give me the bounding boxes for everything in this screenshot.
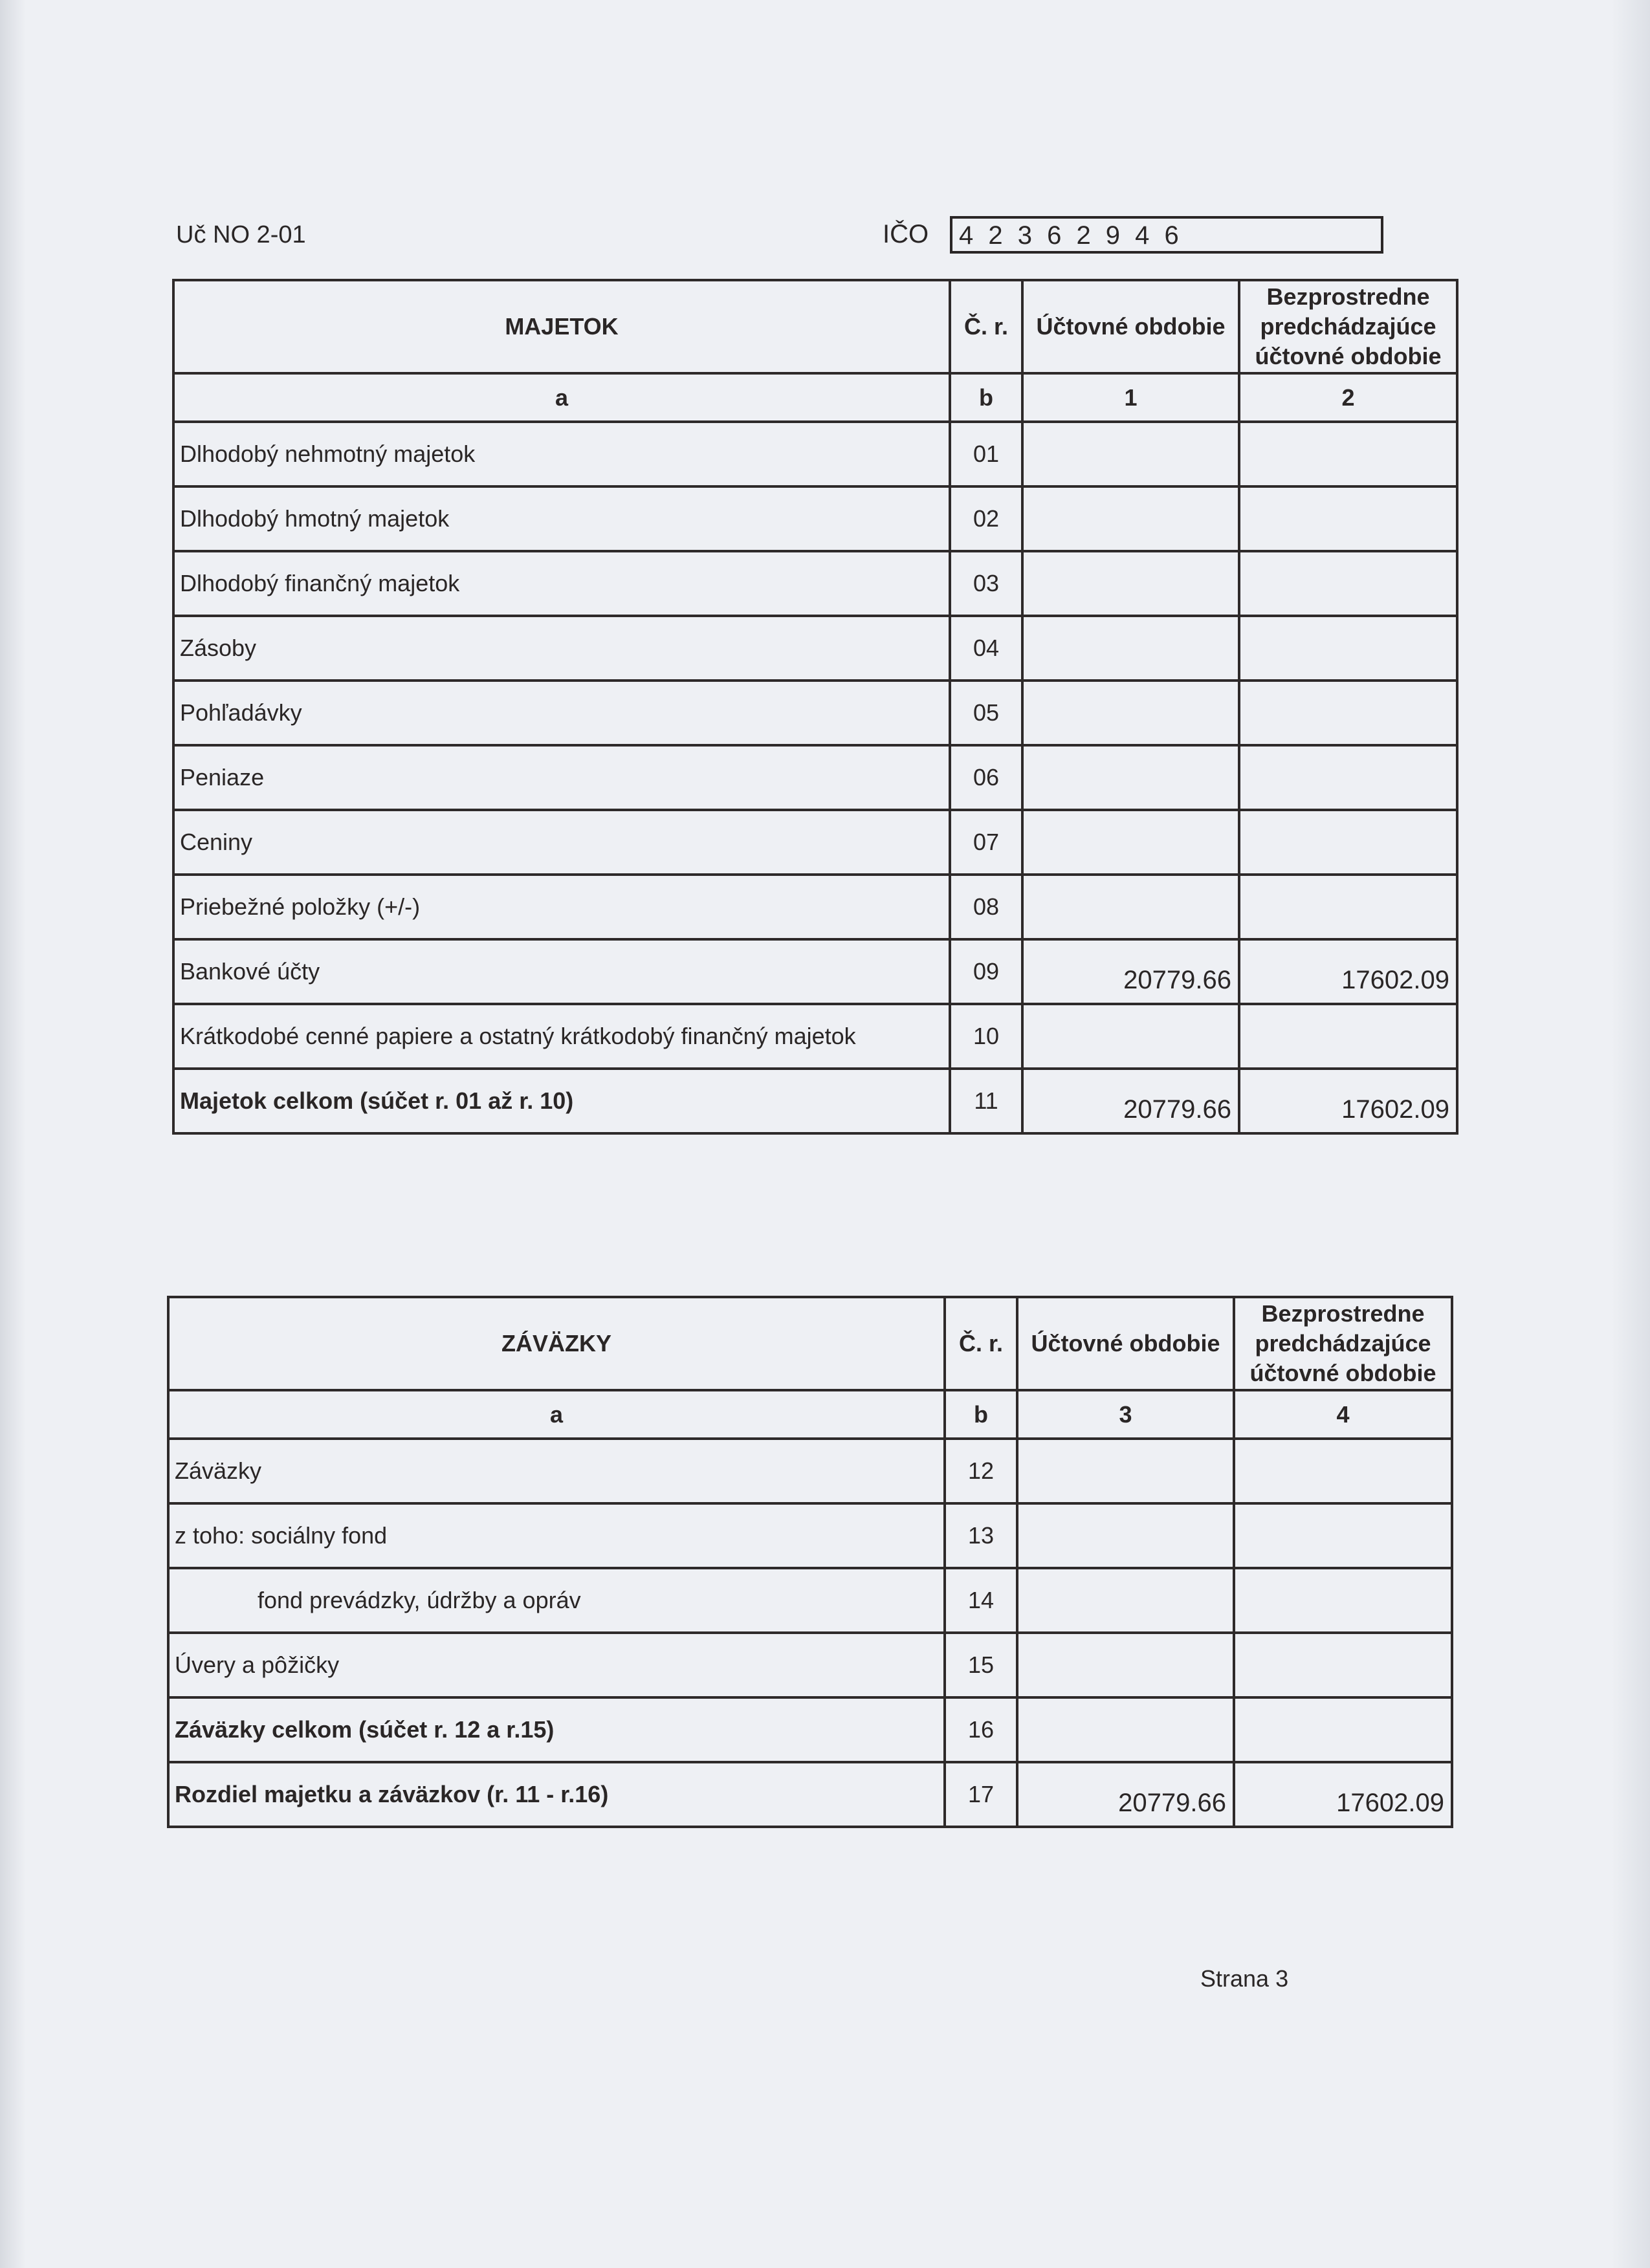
row-label: fond prevádzky, údržby a opráv [168, 1568, 945, 1633]
assets-sub-a: a [173, 373, 950, 422]
assets-header-row [173, 280, 1457, 373]
row-previous-value: 17602.09 [1239, 939, 1457, 1004]
row-previous-value [1239, 1004, 1457, 1069]
row-number: 13 [945, 1503, 1017, 1568]
row-previous-value [1239, 810, 1457, 875]
row-number: 09 [950, 939, 1022, 1004]
liabilities-subheader-row [168, 1390, 1452, 1439]
table-row [168, 1633, 1452, 1697]
row-number: 16 [945, 1697, 1017, 1762]
liabilities-sub-a: a [168, 1390, 945, 1439]
table-row [173, 616, 1457, 681]
row-label: Zásoby [173, 616, 950, 681]
row-number: 01 [950, 422, 1022, 486]
row-current-value [1017, 1568, 1234, 1633]
assets-sub-b: b [950, 373, 1022, 422]
ico-label: IČO [883, 220, 929, 248]
row-number: 04 [950, 616, 1022, 681]
row-current-value: 20779.66 [1022, 1069, 1239, 1133]
row-number: 10 [950, 1004, 1022, 1069]
table-row-total [173, 1069, 1457, 1133]
row-label: Majetok celkom (súčet r. 01 až r. 10) [173, 1069, 950, 1133]
row-label: Dlhodobý hmotný majetok [173, 486, 950, 551]
row-label: Pohľadávky [173, 681, 950, 745]
row-number: 03 [950, 551, 1022, 616]
table-row [173, 551, 1457, 616]
row-previous-value [1234, 1633, 1452, 1697]
table-row [173, 1004, 1457, 1069]
liabilities-table [167, 1296, 1453, 1828]
row-current-value [1022, 875, 1239, 939]
row-current-value [1022, 810, 1239, 875]
row-current-value [1022, 551, 1239, 616]
row-previous-value [1239, 422, 1457, 486]
row-current-value [1017, 1633, 1234, 1697]
liabilities-col-row-number: Č. r. [945, 1297, 1017, 1390]
table-row [173, 939, 1457, 1004]
row-current-value [1017, 1503, 1234, 1568]
row-previous-value [1239, 681, 1457, 745]
assets-sub-2: 2 [1239, 373, 1457, 422]
row-previous-value [1239, 616, 1457, 681]
row-label: Priebežné položky (+/-) [173, 875, 950, 939]
row-label: Ceniny [173, 810, 950, 875]
row-current-value: 20779.66 [1017, 1762, 1234, 1827]
row-label: Úvery a pôžičky [168, 1633, 945, 1697]
row-current-value [1022, 1004, 1239, 1069]
table-row [168, 1568, 1452, 1633]
table-row [168, 1503, 1452, 1568]
assets-col-current: Účtovné obdobie [1022, 280, 1239, 373]
row-number: 11 [950, 1069, 1022, 1133]
row-current-value [1022, 422, 1239, 486]
row-previous-value [1234, 1697, 1452, 1762]
row-previous-value [1234, 1568, 1452, 1633]
row-label: Rozdiel majetku a záväzkov (r. 11 - r.16) [168, 1762, 945, 1827]
row-previous-value [1234, 1439, 1452, 1503]
table-row [173, 422, 1457, 486]
row-previous-value [1239, 745, 1457, 810]
table-row [173, 745, 1457, 810]
row-number: 12 [945, 1439, 1017, 1503]
row-label: Krátkodobé cenné papiere a ostatný krátkodobý finančný majetok [173, 1004, 950, 1069]
row-current-value [1022, 745, 1239, 810]
row-number: 07 [950, 810, 1022, 875]
assets-table [172, 279, 1458, 1135]
row-label: Bankové účty [173, 939, 950, 1004]
row-number: 14 [945, 1568, 1017, 1633]
row-label: Záväzky celkom (súčet r. 12 a r.15) [168, 1697, 945, 1762]
liabilities-col-current: Účtovné obdobie [1017, 1297, 1234, 1390]
row-label: Dlhodobý nehmotný majetok [173, 422, 950, 486]
row-previous-value [1239, 486, 1457, 551]
row-current-value [1022, 616, 1239, 681]
row-label: Peniaze [173, 745, 950, 810]
assets-title: MAJETOK [173, 280, 950, 373]
row-current-value [1022, 486, 1239, 551]
liabilities-sub-4: 4 [1234, 1390, 1452, 1439]
liabilities-title: ZÁVÄZKY [168, 1297, 945, 1390]
row-current-value [1022, 681, 1239, 745]
liabilities-header-row [168, 1297, 1452, 1390]
row-previous-value [1234, 1503, 1452, 1568]
table-row-difference [168, 1762, 1452, 1827]
row-number: 15 [945, 1633, 1017, 1697]
table-row [173, 681, 1457, 745]
row-label: z toho: sociálny fond [168, 1503, 945, 1568]
row-previous-value [1239, 875, 1457, 939]
table-row [173, 486, 1457, 551]
row-number: 17 [945, 1762, 1017, 1827]
table-row-total [168, 1697, 1452, 1762]
row-current-value [1017, 1697, 1234, 1762]
assets-sub-1: 1 [1022, 373, 1239, 422]
row-number: 05 [950, 681, 1022, 745]
page-number: Strana 3 [1200, 1965, 1289, 1992]
row-number: 02 [950, 486, 1022, 551]
row-label: Záväzky [168, 1439, 945, 1503]
row-label: Dlhodobý finančný majetok [173, 551, 950, 616]
assets-col-previous: Bezprostredne predchádzajúce účtovné obdobie [1239, 280, 1457, 373]
liabilities-col-previous: Bezprostredne predchádzajúce účtovné obdobie [1234, 1297, 1452, 1390]
table-row [168, 1439, 1452, 1503]
row-previous-value: 17602.09 [1234, 1762, 1452, 1827]
row-current-value: 20779.66 [1022, 939, 1239, 1004]
row-previous-value: 17602.09 [1239, 1069, 1457, 1133]
table-row [173, 810, 1457, 875]
row-number: 06 [950, 745, 1022, 810]
row-number: 08 [950, 875, 1022, 939]
document-code: Uč NO 2-01 [176, 221, 306, 248]
table-row [173, 875, 1457, 939]
liabilities-sub-3: 3 [1017, 1390, 1234, 1439]
row-current-value [1017, 1439, 1234, 1503]
liabilities-sub-b: b [945, 1390, 1017, 1439]
assets-col-row-number: Č. r. [950, 280, 1022, 373]
row-previous-value [1239, 551, 1457, 616]
ico-field: 4 2 3 6 2 9 4 6 [950, 216, 1383, 254]
assets-subheader-row [173, 373, 1457, 422]
